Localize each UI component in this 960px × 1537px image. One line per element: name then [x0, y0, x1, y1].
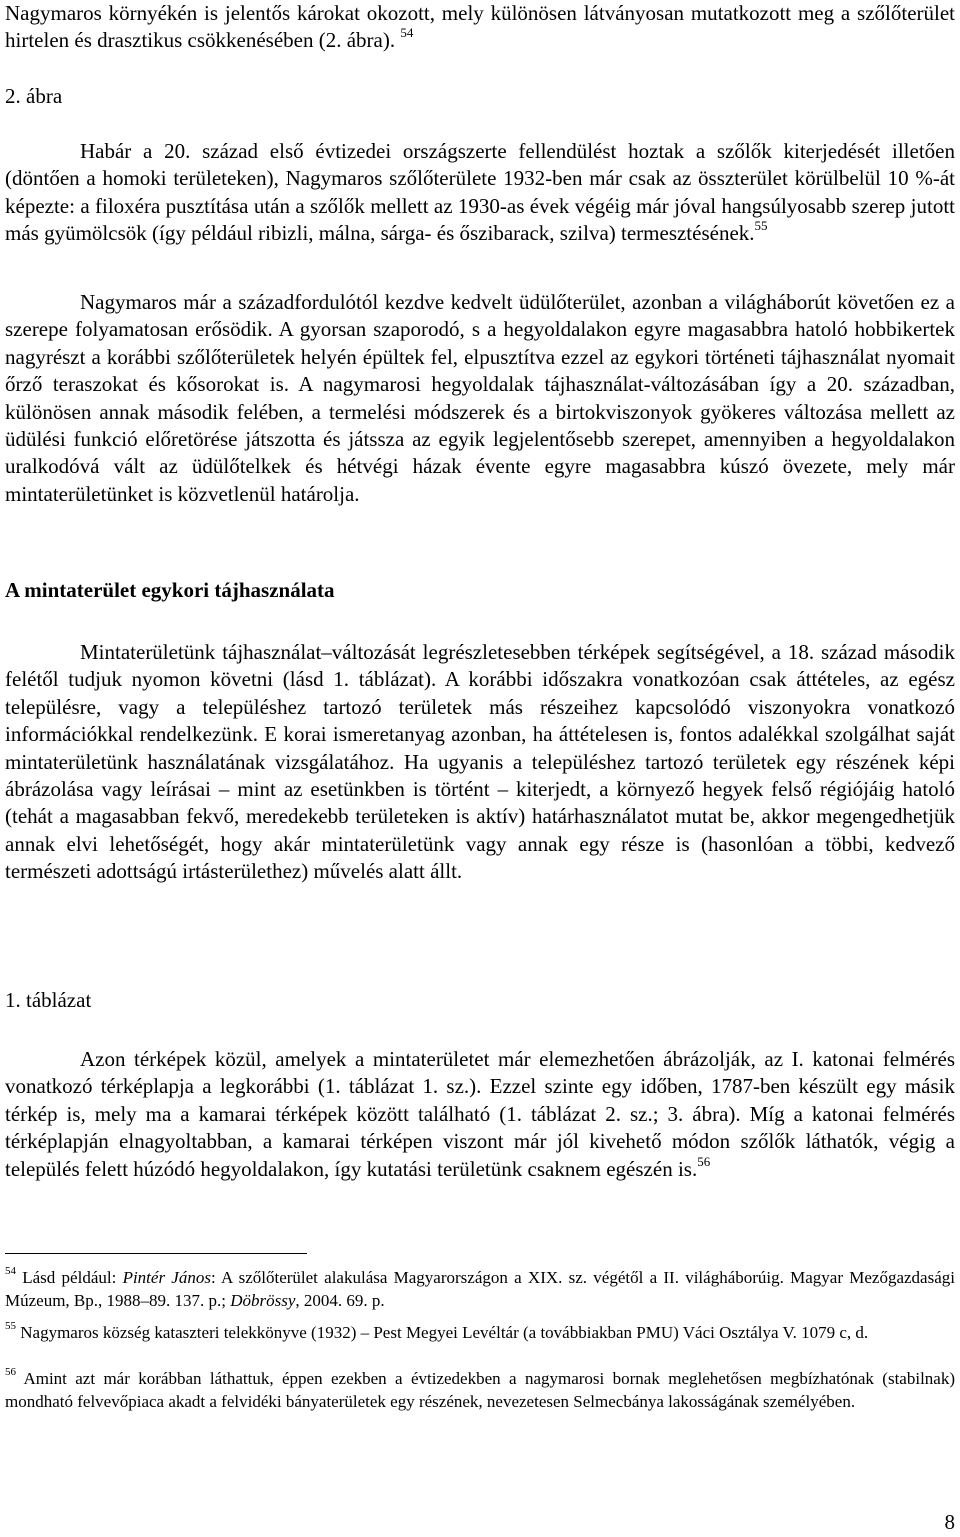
paragraph-intro-text: Nagymaros környékén is jelentős károkat okozott, mely különösen látványosan mutatkozott meg a szőlőterület hirtelen és drasztikus csökkenésében (2. ábra). [5, 1, 955, 53]
footnote-text: : A szőlőterület alakulása Magyarországon a XIX. sz. végétől a II. világháborúig. Magyar Mezőgazdasági Múzeum, Bp., 1988‒89. 137. p.; [5, 1268, 955, 1311]
footnote-ref-56: 56 [697, 1153, 711, 1169]
table-1-caption: 1. táblázat [5, 988, 92, 1012]
footnote-text: Lásd például: [16, 1268, 123, 1287]
paragraph-azon [5, 1046, 955, 1183]
footnote-text: Amint azt már korábban láthattuk, éppen ezekben a évtizedekben a nagymarosi bornak meglehetősen megbízhatónak (stabilnak) mondható felvevőpiaca akadt a felvidéki bányaterületek egy részének, nevezetesen Selmecbánya lakosságának személyében. [5, 1369, 955, 1412]
footnote-number: 54 [5, 1265, 16, 1278]
footnote-text: , 2004. 69. p. [295, 1291, 385, 1311]
paragraph-habar-text: Habár a 20. század első évtizedei országszerte fellendülést hoztak a szőlők kiterjedését illetően (döntően a homoki területeken), Nagymaros szőlőterülete 1932-ben már csak az összterület körülbelül 10 %-át képezte: a filoxéra pusztítása után a szőlők mellett az 1930-as évek végéig már jóval hangsúlyosabb szerep jutott más gyümölcsök (így például ribizli, málna, sárga- és őszibarack, szilva) termesztésének. [5, 139, 955, 246]
footnote-text: Nagymaros község kataszteri telekkönyve (1932) – Pest Megyei Levéltár (a továbbiakban PMU) Váci Osztálya V. 1079 c, d. [16, 1323, 869, 1342]
paragraph-azon-text: Azon térképek közül, amelyek a mintaterületet már elemezhetően ábrázolják, az I. katonai felmérés vonatkozó térképlapja a legkorábbi (1. táblázat 1. sz.). Ezzel szinte egy időben, 1787-ben készült egy másik térkép is, mely ma a kamarai térképek között található (1. táblázat 2. sz.; 3. ábra). Míg a katonai felmérés térképlapján elnagyoltabban, a kamarai térképen viszont már jól kivehető módon szőlők láthatók, végig a település felett húzódó hegyoldalakon, így kutatási területünk csaknem egészén is. [5, 1047, 955, 1181]
paragraph-mintaterulet: Mintaterületünk tájhasználat‒változását legrészletesebben térképek segítségével, a 18. század második felétől tudjuk nyomon követni (lásd 1. táblázat). A korábbi időszakra vonatkozóan csak áttételes, az egész településre, vagy a településhez tartozó területek más részeihez kapcsolódó viszonyokra vonatkozó információkkal rendelkezünk. E korai ismeretanyag azonban, ha áttételesen is, fontos adalékkal szolgálhat saját mintaterületünk használatának vizsgálatához. Ha ugyanis a településhez tartozó területek egy részének képi ábrázolása vagy leírásai – mint az esetünkben is történt – kiterjedt, a környező hegyek felső régiójáig hatoló (tehát a magasabban fekvő, meredekebb területeken is aktív) határhasználatot mutat be, akkor megengedhetjük annak elvi lehetőségét, hogy akár mintaterületünk vagy annak egy része is (hasonlóan a többi, kedvező természeti adottságú irtásterülethez) művelés alatt állt. [5, 640, 955, 884]
footnote-ref-55: 55 [754, 218, 768, 234]
paragraph-udulo: Nagymaros már a századfordulótól kezdve kedvelt üdülőterület, azonban a világháborút követően ez a szerepe folyamatosan erősödik. A gyorsan szaporodó, s a hegyoldalakon egyre magasabbra hatoló hobbikertek nagyrészt a korábbi szőlőterületek helyén épültek fel, elpusztítva ezzel az egykori történeti tájhasználat nyomait őrző teraszokat és kősorokat is. A nagymarosi hegyoldalak tájhasználat-változásában így a 20. században, különösen annak második felében, a termelési módszerek és a birtokviszonyok gyökeres változása mellett az üdülési funkció előretörése játszotta és játssza az egyik legjelentősebb szerepet, amennyiben a hegyoldalakon uralkodóvá vált az üdülőtelkek és hétvégi házak évente egyre magasabbra kúszó övezete, mely már mintaterületünket is közvetlenül határolja. [5, 290, 955, 506]
footnote-54 [5, 1266, 955, 1312]
page-number: 8 [944, 1510, 955, 1534]
footnote-55 [5, 1321, 955, 1344]
footnote-ref-54: 54 [400, 25, 414, 41]
footnote-number: 56 [5, 1366, 16, 1379]
figure-2-caption: 2. ábra [5, 84, 63, 108]
footnote-divider [5, 1253, 307, 1254]
footnote-56 [5, 1367, 955, 1413]
footnote-number: 55 [5, 1320, 16, 1333]
section-heading: A mintaterület egykori tájhasználata [5, 578, 335, 602]
footnote-author: Pintér János [122, 1268, 211, 1287]
footnote-author: Döbrössy [230, 1291, 296, 1311]
paragraph-habar [5, 138, 955, 248]
paragraph-intro [5, 0, 955, 55]
